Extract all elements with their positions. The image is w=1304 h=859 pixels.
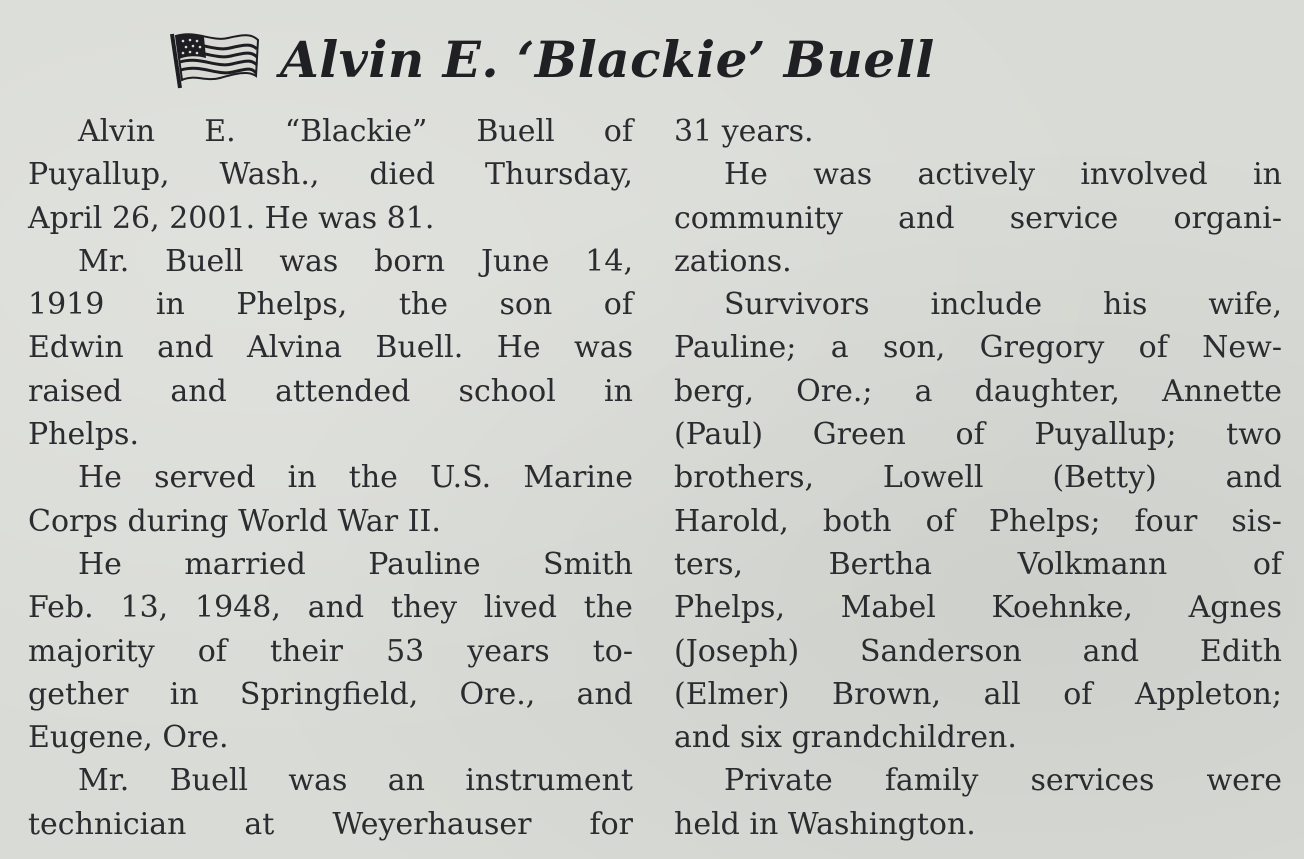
word: Harold,	[674, 503, 789, 539]
word: school	[458, 373, 556, 409]
text-line	[674, 326, 1282, 369]
word: were	[1206, 763, 1282, 799]
text-line	[674, 110, 1282, 153]
word: at	[244, 806, 275, 842]
word: of	[955, 417, 985, 453]
word: four	[1134, 503, 1198, 539]
word: lived	[483, 590, 557, 626]
text-line	[674, 500, 1282, 543]
text-line	[674, 673, 1282, 716]
word: “Blackie”	[284, 114, 428, 149]
word: II.	[407, 503, 441, 539]
word: Buell	[476, 114, 555, 149]
word: He	[496, 330, 541, 366]
word: served	[154, 460, 256, 496]
word: Weyerhauser	[332, 806, 532, 842]
word: 53	[386, 633, 425, 669]
word: Volkmann	[1017, 546, 1168, 582]
word: services	[1030, 763, 1155, 799]
word: 81.	[386, 200, 435, 236]
text-line	[28, 283, 633, 326]
word: Alvin	[78, 114, 156, 149]
text-line	[674, 543, 1282, 586]
word: of	[603, 287, 633, 323]
word: (Betty)	[1052, 460, 1157, 496]
word: was	[279, 243, 339, 279]
text-line	[28, 500, 633, 543]
word: held	[674, 806, 740, 842]
text-line	[674, 759, 1282, 802]
word: in	[1253, 157, 1282, 193]
word: (Elmer)	[674, 676, 790, 712]
word: Ore.,	[459, 676, 536, 712]
word: a	[830, 330, 849, 366]
word: World	[238, 503, 329, 539]
word: He	[78, 546, 122, 582]
text-line	[674, 456, 1282, 499]
word: actively	[917, 157, 1036, 193]
obituary-header	[168, 14, 935, 104]
word: their	[269, 633, 344, 669]
word: Phelps;	[988, 503, 1101, 539]
word: ters,	[674, 546, 744, 582]
word: years.	[721, 114, 814, 149]
word: (Joseph)	[674, 633, 800, 669]
word: Buell	[165, 243, 244, 279]
word: the	[398, 287, 448, 323]
word: community	[674, 200, 843, 236]
text-line	[674, 630, 1282, 673]
word: brothers,	[674, 460, 815, 496]
text-line	[28, 370, 633, 413]
word: Alvina	[246, 330, 342, 366]
word: Green	[812, 417, 906, 453]
word: of	[197, 633, 227, 669]
word: Sanderson	[860, 633, 1022, 669]
word: Mr.	[78, 763, 130, 799]
word: of	[1252, 546, 1282, 582]
word: Edwin	[28, 330, 124, 366]
word: organi-	[1173, 200, 1282, 236]
word: during	[127, 503, 229, 539]
word: Ore.;	[796, 373, 873, 409]
text-line	[28, 326, 633, 369]
word: include	[930, 287, 1043, 323]
word: 26,	[111, 200, 160, 236]
word: of	[1063, 676, 1093, 712]
text-line	[28, 543, 633, 586]
word: and	[307, 590, 365, 626]
word: service	[1009, 200, 1119, 236]
text-line	[28, 413, 633, 456]
word: and	[170, 373, 227, 409]
word: Puyallup;	[1034, 417, 1177, 453]
word: He	[78, 460, 122, 496]
obituary-column-right	[674, 110, 1282, 846]
text-line	[674, 413, 1282, 456]
text-line	[28, 716, 633, 759]
word: 13,	[120, 590, 169, 626]
text-line	[28, 803, 633, 846]
text-line	[28, 630, 633, 673]
word: Gregory	[979, 330, 1105, 366]
word: was	[288, 763, 348, 799]
word: Agnes	[1188, 590, 1282, 626]
word: for	[589, 806, 633, 842]
text-line	[28, 110, 633, 153]
word: E.	[204, 114, 236, 149]
word: Springfield,	[239, 676, 419, 712]
word: Lowell	[882, 460, 984, 496]
word: Puyallup,	[28, 157, 170, 193]
word: two	[1226, 417, 1282, 453]
word: Eugene,	[28, 720, 153, 756]
word: Marine	[523, 460, 633, 496]
text-line	[674, 370, 1282, 413]
word: He	[724, 157, 768, 193]
word: (Paul)	[674, 417, 764, 453]
word: and	[576, 676, 633, 712]
word: Survivors	[724, 287, 870, 323]
word: an	[387, 763, 425, 799]
word: 2001.	[169, 200, 256, 236]
word: 31	[674, 114, 713, 149]
word: in	[155, 287, 185, 323]
word: Pauline;	[674, 330, 797, 366]
word: Appleton;	[1135, 676, 1282, 712]
word: and	[1082, 633, 1140, 669]
obituary-column-left	[28, 110, 633, 846]
word: New-	[1202, 330, 1282, 366]
word: Koehnke,	[991, 590, 1133, 626]
word: of	[603, 114, 633, 149]
word: they	[390, 590, 458, 626]
text-line	[28, 586, 633, 629]
word: Thursday,	[484, 157, 633, 193]
word: Washington.	[787, 806, 976, 842]
text-line	[674, 240, 1282, 283]
word: technician	[28, 806, 187, 842]
word: majority	[28, 633, 155, 669]
word: in	[749, 806, 779, 842]
word: a	[914, 373, 933, 409]
word: years	[467, 633, 550, 669]
word: Mr.	[78, 243, 130, 279]
text-line	[28, 240, 633, 283]
word: and	[157, 330, 214, 366]
word: Buell	[169, 763, 249, 799]
word: and	[1225, 460, 1282, 496]
text-line	[28, 197, 633, 240]
word: his	[1103, 287, 1148, 323]
word: U.S.	[430, 460, 492, 496]
word: grandchildren.	[791, 720, 1017, 756]
word: involved	[1080, 157, 1208, 193]
word: was	[813, 157, 873, 193]
word: and	[898, 200, 955, 236]
text-line	[674, 716, 1282, 759]
word: attended	[275, 373, 411, 409]
word: died	[369, 157, 436, 193]
word: Feb.	[28, 590, 94, 626]
obituary-headline: Alvin E. ‘Blackie’ Buell	[280, 29, 935, 89]
word: Buell.	[375, 330, 464, 366]
word: was	[318, 200, 378, 236]
word: Annette	[1162, 373, 1282, 409]
word: April	[28, 200, 103, 236]
word: He	[264, 200, 309, 236]
word: Smith	[542, 546, 633, 582]
word: Corps	[28, 503, 118, 539]
word: Ore.	[162, 720, 229, 756]
word: 1919	[28, 287, 105, 323]
word: of	[1138, 330, 1168, 366]
word: and	[674, 720, 731, 756]
word: all	[983, 676, 1021, 712]
word: Edith	[1199, 633, 1282, 669]
text-line	[674, 803, 1282, 846]
word: family	[884, 763, 979, 799]
word: gether	[28, 676, 129, 712]
word: instrument	[465, 763, 633, 799]
word: berg,	[674, 373, 755, 409]
word: Wash.,	[219, 157, 320, 193]
word: Brown,	[832, 676, 942, 712]
text-line	[674, 153, 1282, 196]
word: in	[287, 460, 317, 496]
word: Pauline	[368, 546, 481, 582]
word: in	[169, 676, 199, 712]
text-line	[28, 759, 633, 802]
text-line	[674, 283, 1282, 326]
text-line	[674, 197, 1282, 240]
word: in	[604, 373, 633, 409]
word: the	[348, 460, 398, 496]
american-flag-icon	[168, 28, 260, 90]
word: married	[184, 546, 306, 582]
word: to-	[592, 633, 633, 669]
word: Phelps,	[674, 590, 785, 626]
word: Phelps.	[28, 417, 139, 453]
word: Mabel	[840, 590, 936, 626]
word: sis-	[1231, 503, 1282, 539]
word: daughter,	[974, 373, 1120, 409]
word: son,	[883, 330, 946, 366]
word: zations.	[674, 243, 792, 279]
word: 14,	[585, 243, 633, 279]
word: six	[739, 720, 782, 756]
word: born	[374, 243, 446, 279]
word: both	[822, 503, 892, 539]
text-line	[674, 586, 1282, 629]
word: War	[337, 503, 399, 539]
word: was	[574, 330, 633, 366]
word: son	[499, 287, 553, 323]
word: of	[925, 503, 955, 539]
word: Private	[724, 763, 833, 799]
text-line	[28, 153, 633, 196]
word: wife,	[1208, 287, 1282, 323]
word: June	[480, 243, 550, 279]
text-line	[28, 456, 633, 499]
text-line	[28, 673, 633, 716]
word: the	[583, 590, 633, 626]
word: raised	[28, 373, 123, 409]
word: Bertha	[828, 546, 933, 582]
word: Phelps,	[236, 287, 348, 323]
word: 1948,	[195, 590, 281, 626]
